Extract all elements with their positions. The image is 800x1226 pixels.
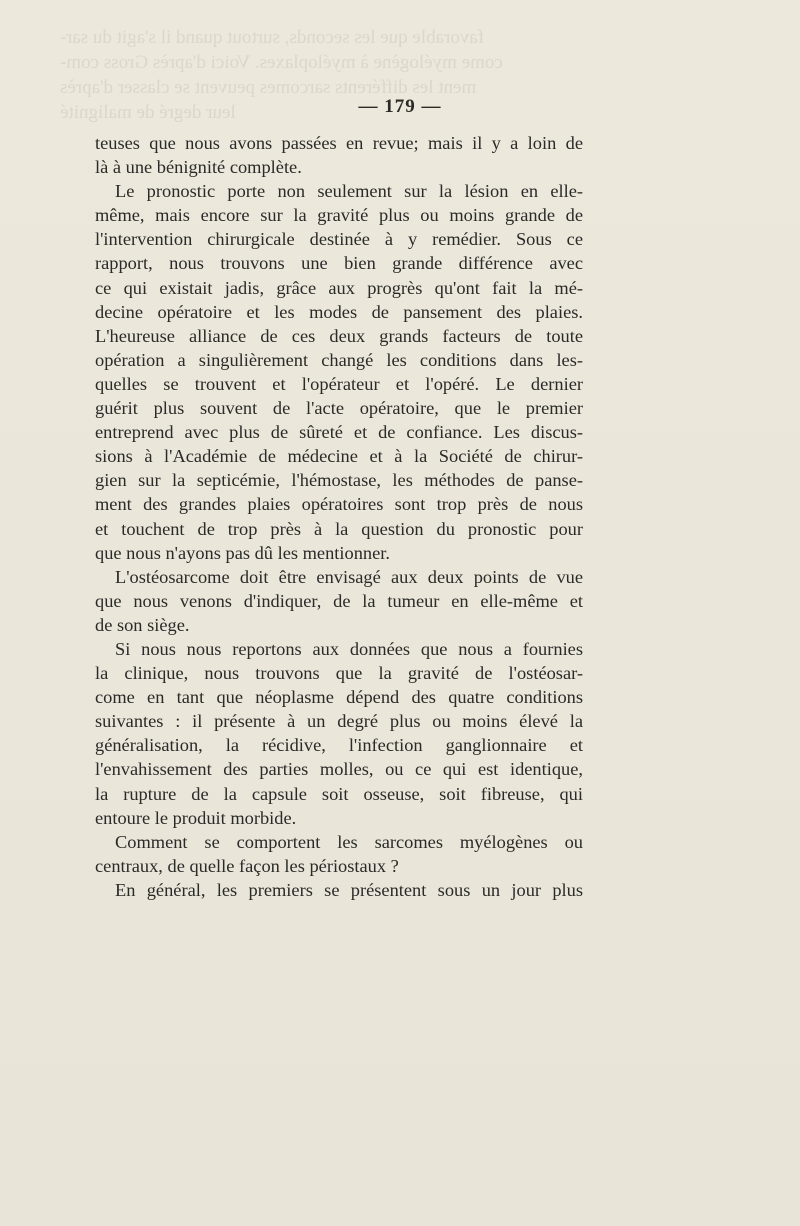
text-line: rapport, nous trouvons une bien grande différence avec [95,253,583,274]
text-line: Le pronostic porte non seulement sur la lésion en elle- [115,181,583,202]
text-line: L'heureuse alliance de ces deux grands facteurs de toute [95,325,583,346]
text-line: entoure le produit morbide. [95,807,297,828]
text-line: centraux, de quelle façon les périostaux ? [95,855,399,876]
text-line: là à une bénignité complète. [95,157,302,178]
text-line: Si nous nous reportons aux données que nous a fournies [115,638,583,659]
text-line: la clinique, nous trouvons que la gravité de l'ostéosar- [95,663,583,684]
text-line: généralisation, la récidive, l'infection ganglionnaire et [95,735,583,756]
text-line: sions à l'Académie de médecine et à la Société de chirur- [95,446,583,467]
text-line: L'ostéosarcome doit être envisagé aux deux points de vue [115,566,583,587]
text-line: que nous venons d'indiquer, de la tumeur en elle-même et [95,590,583,611]
bleed-line: ment les différents sarcomes peuvent se classer d'après [60,77,477,98]
text-line: ce qui existait jadis, grâce aux progrès qu'ont fait la mé- [95,277,583,298]
text-line: suivantes : il présente à un degré plus ou moins élevé la [95,711,583,732]
text-line: quelles se trouvent et l'opérateur et l'opéré. Le dernier [95,373,583,394]
text-line: come en tant que néoplasme dépend des quatre conditions [95,687,583,708]
text-line: decine opératoire et les modes de pansement des plaies. [95,301,583,322]
text-line: et touchent de trop près à la question du pronostic pour [95,518,583,539]
text-line: Comment se comportent les sarcomes myélogènes ou [115,831,583,852]
text-line: gien sur la septicémie, l'hémostase, les méthodes de panse- [95,470,583,491]
text-line: la rupture de la capsule soit osseuse, soit fibreuse, qui [95,783,583,804]
text-line: teuses que nous avons passées en revue; mais il y a loin de [95,133,583,153]
text-line: guérit plus souvent de l'acte opératoire, que le premier [95,398,583,419]
body-text [95,131,583,902]
text-line: de son siège. [95,614,190,635]
text-line: opération a singulièrement changé les conditions dans les- [95,349,583,370]
text-line: entreprend avec plus de sûreté et de confiance. Les discus- [95,422,583,443]
text-line: En général, les premiers se présentent sous un jour plus [115,879,583,900]
page-number: — 179 — [358,96,442,117]
text-line: l'envahissement des parties molles, ou ce qui est identique, [95,759,583,780]
text-line: même, mais encore sur la gravité plus ou moins grande de [95,205,583,226]
text-line: l'intervention chirurgicale destinée à y remédier. Sous ce [95,229,583,250]
bleed-line: leur degré de malignité [60,102,236,123]
bleed-line: come myélogène à myéloplaxes. Voici d'après Gross com- [60,52,503,73]
text-line: que nous n'ayons pas dû les mentionner. [95,542,390,563]
bleed-line: favorable que les seconds, surtout quand il s'agit du sar- [60,27,485,48]
text-line: ment des grandes plaies opératoires sont trop près de nous [95,494,583,515]
